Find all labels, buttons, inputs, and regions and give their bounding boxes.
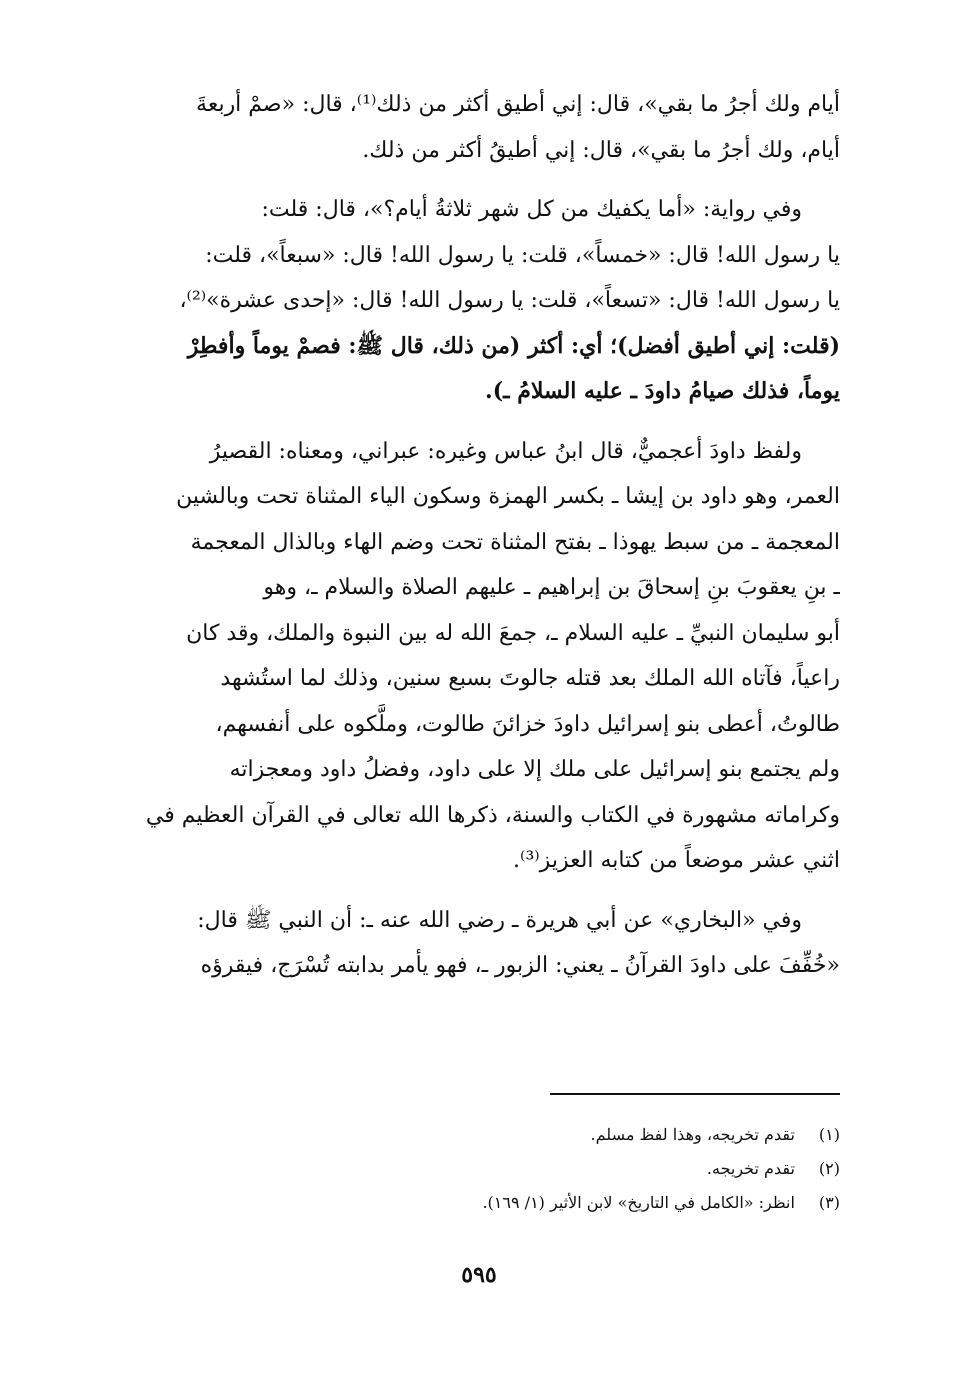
footnotes [118, 1118, 840, 1220]
text-line: أيام ولك أجرُ ما بقي»، قال: إني أطيق أكثر من ذلك⁽¹⁾، قال: «صمْ أربعةَ [196, 92, 840, 117]
text-line: طالوتُ، أعطى بنو إسرائيل داودَ خزائنَ طالوت، وملَّكوه على أنفسهم، [215, 711, 840, 737]
paragraph [118, 82, 840, 173]
text-line: اثني عشر موضعاً من كتابه العزيز⁽³⁾. [513, 848, 840, 873]
paragraph [118, 898, 840, 989]
text-line: أبو سليمان النبيِّ ـ عليه السلام ـ، جمعَ الله له بين النبوة والملك، وقد كان [186, 620, 840, 646]
footnote-text: تقدم تخريجه. [706, 1159, 795, 1178]
text-line: ولفظ داودَ أعجميٌّ، قال ابنُ عباس وغيره: عبراني، ومعناه: القصيرُ [209, 438, 802, 464]
text-line: يا رسول الله! قال: «خمساً»، قلت: يا رسول الله! قال: «سبعاً»، قلت: [205, 242, 840, 268]
footnote [118, 1186, 840, 1220]
text-line: المعجمة ـ من سبط يهوذا ـ بفتح المثناة تحت وضم الهاء وبالذال المعجمة [190, 529, 840, 555]
footnote [118, 1152, 840, 1186]
text-line: وكراماته مشهورة في الكتاب والسنة، ذكرها الله تعالى في القرآن العظيم في [145, 802, 840, 828]
text-line: ـ بنِ يعقوبَ بنِ إسحاقَ بن إبراهيم ـ عليهم الصلاة والسلام ـ، وهو [263, 575, 840, 600]
page-number: ٥٩٥ [461, 1262, 497, 1288]
book-page [118, 0, 840, 1378]
text-line: العمر، وهو داود بن إيشا ـ بكسر الهمزة وسكون الياء المثناة تحت وبالشين [176, 484, 840, 509]
footnote-separator [550, 1093, 840, 1095]
footnote-number: (٢) [818, 1159, 840, 1178]
footnote-number: (١) [818, 1125, 840, 1144]
paragraph [118, 187, 840, 415]
footnote-text: تقدم تخريجه، وهذا لفظ مسلم. [590, 1125, 795, 1144]
text-line: ولم يجتمع بنو إسرائيل على ملك إلا على داود، وفضلُ داود ومعجزاته [229, 757, 840, 782]
text-line: «خُفِّفَ على داودَ القرآنُ ـ يعني: الزبور ـ، فهو يأمر بدابته تُسْرَج، فيقرؤه [200, 953, 840, 978]
text-line: (قلت: إني أطيق أفضل)؛ أي: أكثر (من ذلك، قال ﷺ: فصمْ يوماً وأفطِرْ [187, 332, 840, 359]
text-line: يا رسول الله! قال: «تسعاً»، قلت: يا رسول الله! قال: «إحدى عشرة»⁽²⁾، [179, 288, 840, 313]
footnote-text: انظر: «الكامل في التاريخ» لابن الأثير (١/ ١٦٩). [482, 1193, 795, 1212]
text-line: راعياً، فآتاه الله الملك بعد قتله جالوتَ بسبع سنين، وذلك لما استُشهد [220, 666, 840, 691]
text-line: وفي «البخاري» عن أبي هريرة ـ رضي الله عنه ـ: أن النبي ﷺ قال: [197, 907, 802, 933]
text-line: أيام، ولك أجرُ ما بقي»، قال: إني أطيقُ أكثر من ذلك. [362, 137, 840, 163]
main-text [118, 82, 840, 1003]
paragraph [118, 429, 840, 884]
text-line: وفي رواية: «أما يكفيك من كل شهر ثلاثةُ أيام؟»، قال: قلت: [261, 197, 802, 222]
footnote-number: (٣) [818, 1193, 840, 1212]
text-line: يوماً، فذلك صيامُ داودَ ـ عليه السلامُ ـ). [485, 378, 840, 404]
footnote [118, 1118, 840, 1152]
